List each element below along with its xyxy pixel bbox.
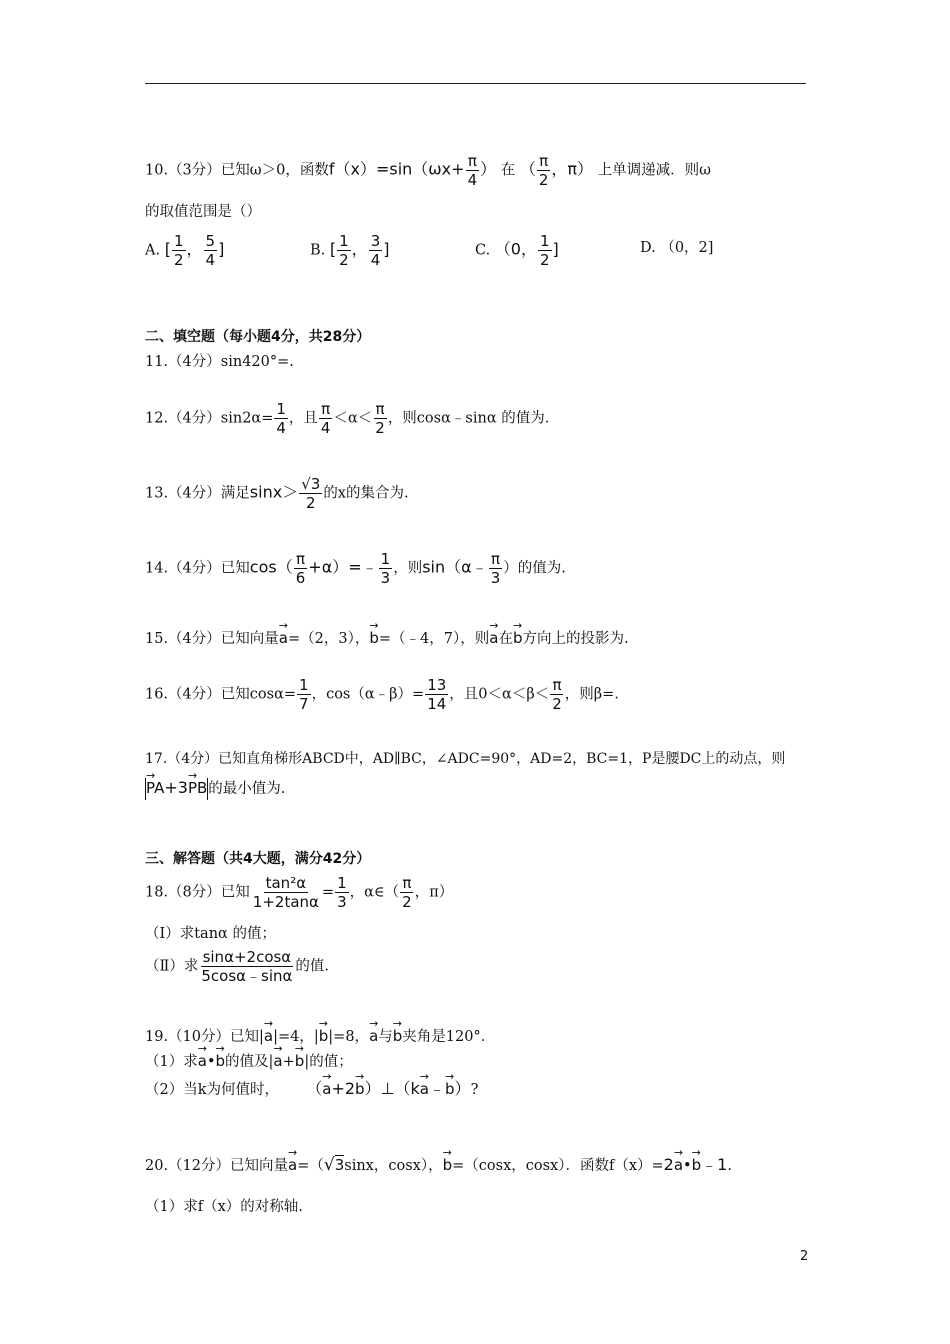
vector-b: → b xyxy=(445,1073,455,1099)
num: π xyxy=(375,400,385,418)
vector-a: → a xyxy=(489,622,498,648)
q20-b-value: =（cosx，cosx）．函数f（x）= xyxy=(452,1158,664,1174)
vector-b: → b xyxy=(443,1149,453,1175)
vector-b: → b xyxy=(319,1020,329,1046)
header-rule xyxy=(145,83,806,84)
q19-p2-question-mark: ? xyxy=(470,1082,479,1098)
question-18-part2 xyxy=(145,948,329,985)
q16-frac3 xyxy=(550,676,564,713)
option-c-frac xyxy=(538,232,552,269)
q10-tail: 上单调递减．则ω xyxy=(597,162,711,179)
q20-period: . xyxy=(727,1158,732,1174)
vector-pa: → PA xyxy=(146,772,164,798)
q15-b-value: =（﹣4，7），则 xyxy=(378,631,490,647)
num: 1 xyxy=(539,232,550,250)
q19-p2-plus2: +2 xyxy=(331,1079,356,1098)
num: 1 xyxy=(173,232,184,250)
q14-expr3: sin（α﹣ xyxy=(422,557,488,577)
q19-mid2: |=8， xyxy=(328,1029,370,1045)
num: 1 xyxy=(299,676,309,694)
q19-tail: 夹角是120°． xyxy=(402,1029,496,1045)
q15-a-value: =（2，3）， xyxy=(288,631,370,647)
question-11: 11.（4分）sin420°=. xyxy=(145,354,294,370)
option-d-label: D. xyxy=(640,240,656,256)
den: 4 xyxy=(320,419,331,437)
q10-head: 10.（3分）已知ω＞0，函数 xyxy=(145,162,329,179)
num: √3 xyxy=(301,475,321,493)
question-10-line1 xyxy=(145,152,711,189)
option-b-bracket: [ xyxy=(329,239,337,259)
vector-a: → a xyxy=(369,1020,378,1046)
q19-p2-open: （ xyxy=(306,1079,323,1098)
vector-a: → a xyxy=(420,1073,429,1099)
vector-a: → a xyxy=(264,1020,273,1046)
question-20-part1: （1）求f（x）的对称轴. xyxy=(145,1199,303,1215)
den: 2 xyxy=(539,251,550,269)
q18-cond2: ，π） xyxy=(414,884,454,901)
q10-function: f（x）=sin（ωx+ xyxy=(328,159,465,179)
q13-head: 13.（4分）满足 xyxy=(145,485,250,502)
comma: ， xyxy=(351,239,368,259)
num: tan²α xyxy=(265,874,307,892)
den: 2 xyxy=(375,419,385,437)
q12-tail: ，则cosα﹣sinα 的值为. xyxy=(387,410,550,427)
q12-head: 12.（4分）sin2α= xyxy=(145,410,274,427)
q14-frac1 xyxy=(294,550,308,587)
den: 2 xyxy=(552,695,562,713)
q13-frac xyxy=(299,475,322,512)
option-b-bracket-close: ] xyxy=(383,239,390,259)
den: 7 xyxy=(299,695,309,713)
vector-b: → b xyxy=(355,1073,365,1099)
option-a-frac2 xyxy=(204,232,218,269)
q10-frac-num: π xyxy=(467,152,477,170)
num: π xyxy=(321,400,331,418)
q13-expr: sinx＞ xyxy=(249,482,299,502)
q10-fraction-pi-2 xyxy=(537,152,551,189)
den: 3 xyxy=(337,893,347,911)
q10-option-b xyxy=(310,232,389,269)
num: π xyxy=(402,874,412,892)
vector-b: → b xyxy=(295,1045,305,1071)
den: 14 xyxy=(427,695,447,713)
sqrt-radicand: 3 xyxy=(334,1156,345,1174)
q14-expr2: +α）=﹣ xyxy=(308,557,378,577)
q20-f-coef: 2 xyxy=(663,1155,674,1174)
vector-a: → a xyxy=(322,1073,331,1099)
plus: + xyxy=(282,1054,295,1070)
num: π xyxy=(552,676,562,694)
num: 1 xyxy=(339,232,349,250)
sqrt-3: √3 xyxy=(323,1155,345,1175)
vector-b: → b xyxy=(692,1149,702,1175)
q14-head: 14.（4分）已知 xyxy=(145,560,250,577)
den: 1+2tanα xyxy=(252,893,319,911)
q19-p1-tail: |的值； xyxy=(304,1054,353,1070)
den: 3 xyxy=(380,569,391,587)
q10-in: 在 xyxy=(500,162,516,179)
q18-frac-third xyxy=(335,874,349,911)
q10-interval-close: ，π） xyxy=(551,159,594,179)
den: 4 xyxy=(370,251,381,269)
q10-frac2-num: π xyxy=(539,152,549,170)
q18-cond: ，α∈（ xyxy=(349,884,400,901)
q14-mid: ，则 xyxy=(393,560,423,577)
option-a-bracket-close: ] xyxy=(218,239,225,259)
q16-mid: ，cos（α﹣β）= xyxy=(311,686,425,703)
vector-a: → a xyxy=(279,622,288,648)
question-20 xyxy=(145,1149,732,1176)
option-a-frac1 xyxy=(172,232,186,269)
q16-head: 16.（4分）已知cosα= xyxy=(145,686,297,703)
num: 1 xyxy=(276,400,286,418)
q18-frac-main xyxy=(251,874,321,911)
q19-head: 19.（10分）已知| xyxy=(145,1029,264,1045)
vector-b: → b xyxy=(393,1020,403,1046)
q10-option-a xyxy=(145,232,224,269)
option-a-bracket: [ xyxy=(164,239,171,259)
q10-fraction-pi-4 xyxy=(466,152,480,189)
q13-tail: 的x的集合为. xyxy=(323,485,409,502)
num: 5 xyxy=(205,232,216,250)
vector-a: → a xyxy=(273,1045,282,1071)
q12-lt: ＜α＜ xyxy=(333,410,373,427)
question-13 xyxy=(145,475,409,512)
q16-frac2 xyxy=(425,676,448,713)
q18-p2-tail: 的值. xyxy=(295,958,330,975)
q12-frac3 xyxy=(373,400,387,437)
q18-head: 18.（8分）已知 xyxy=(145,884,250,901)
option-b-frac2 xyxy=(369,232,383,269)
q16-frac1 xyxy=(297,676,311,713)
q15-in: 在 xyxy=(498,631,513,647)
q19-p2-perp: ）⊥（k xyxy=(364,1079,420,1098)
option-d-text: （0，2] xyxy=(660,240,714,256)
den: 4 xyxy=(276,419,286,437)
q18-p2-frac xyxy=(199,948,294,985)
q14-expr1: cos（ xyxy=(249,557,293,577)
vector-a: → a xyxy=(198,1045,207,1071)
den: 2 xyxy=(339,251,349,269)
q10-option-d xyxy=(640,236,713,257)
q19-and: 与 xyxy=(378,1029,393,1045)
den: 2 xyxy=(305,494,316,512)
q10-interval-open: （ xyxy=(519,159,536,179)
question-10-line2: 的取值范围是（） xyxy=(145,204,261,220)
option-b-frac1 xyxy=(337,232,351,269)
question-14 xyxy=(145,550,566,587)
q20-a-tail: sinx，cosx）， xyxy=(344,1158,443,1174)
q12-frac1 xyxy=(274,400,288,437)
q19-mid1: |=4，| xyxy=(273,1029,319,1045)
num: 1 xyxy=(337,874,347,892)
question-18 xyxy=(145,874,453,911)
q12-mid: ，且 xyxy=(288,410,318,427)
num: π xyxy=(490,550,500,568)
q19-p2-minus: ﹣ xyxy=(429,1079,446,1098)
question-17-line1: 17.（4分）已知直角梯形ABCD中，AD∥BC，∠ADC=90°，AD=2，BC=1，P是腰DC上的动点，则 xyxy=(145,751,786,767)
q10-close: ） xyxy=(480,159,497,179)
q14-tail: ）的值为. xyxy=(503,560,566,577)
vector-a: → a xyxy=(674,1149,683,1175)
section-3-heading: 三、解答题（共4大题，满分42分） xyxy=(145,851,371,867)
den: 5cosα﹣sinα xyxy=(201,967,293,985)
page-number: 2 xyxy=(800,1249,809,1264)
dot: • xyxy=(683,1158,692,1174)
q14-frac3 xyxy=(489,550,503,587)
q18-frac-pi xyxy=(400,874,414,911)
section-2-heading: 二、填空题（每小题4分，共28分） xyxy=(145,329,371,345)
den: 3 xyxy=(490,569,501,587)
option-c-open: （0， xyxy=(494,239,537,259)
q14-frac2 xyxy=(379,550,393,587)
option-c-close: ] xyxy=(552,239,559,259)
q19-p1-head: （1）求 xyxy=(145,1054,198,1070)
den: 4 xyxy=(205,251,216,269)
q19-p2-close: ） xyxy=(454,1079,471,1098)
den: 6 xyxy=(295,569,306,587)
q15-tail: 方向上的投影为. xyxy=(522,631,629,647)
den: 2 xyxy=(402,893,412,911)
num: 3 xyxy=(370,232,381,250)
q16-tail: ，则β=. xyxy=(564,686,619,703)
q20-f-tail: ﹣1 xyxy=(701,1155,728,1174)
question-19-part2 xyxy=(145,1073,478,1100)
q20-eq1: =（ xyxy=(297,1158,324,1174)
num: sinα+2cosα xyxy=(202,948,292,966)
q19-p2-head: （2）当k为何值时， xyxy=(145,1082,280,1098)
dot: • xyxy=(206,1054,216,1070)
q10-option-c xyxy=(475,232,559,269)
q10-frac2-den: 2 xyxy=(538,171,549,189)
question-16 xyxy=(145,676,619,713)
option-b-label: B. xyxy=(310,242,326,259)
vector-b: → b xyxy=(513,622,523,648)
q10-frac-den: 4 xyxy=(467,171,478,189)
q17-plus3: +3 xyxy=(164,778,188,797)
q18-eq: = xyxy=(321,884,335,901)
vector-pb: → PB xyxy=(188,772,207,798)
q12-frac2 xyxy=(319,400,333,437)
vector-b: → b xyxy=(369,622,379,648)
vector-b: → b xyxy=(216,1045,226,1071)
q17-tail: 的最小值为. xyxy=(208,781,286,797)
num: 13 xyxy=(427,676,447,694)
den: 2 xyxy=(173,251,184,269)
q20-head: 20.（12分）已知向量 xyxy=(145,1158,289,1174)
question-12 xyxy=(145,400,549,437)
q19-p1-mid: 的值及| xyxy=(225,1054,274,1070)
q15-head: 15.（4分）已知向量 xyxy=(145,631,279,647)
q18-p2-head: （Ⅱ）求 xyxy=(145,958,199,975)
question-18-part1: （Ⅰ）求tanα 的值； xyxy=(145,926,276,942)
comma: ， xyxy=(186,239,203,259)
vector-a: → a xyxy=(288,1149,297,1175)
option-c-label: C. xyxy=(475,242,491,259)
num: π xyxy=(295,550,306,568)
question-17-line2 xyxy=(145,772,285,800)
question-15 xyxy=(145,622,629,649)
option-a-label: A. xyxy=(145,242,161,259)
q16-mid2: ，且0＜α＜β＜ xyxy=(449,686,550,703)
num: 1 xyxy=(380,550,391,568)
